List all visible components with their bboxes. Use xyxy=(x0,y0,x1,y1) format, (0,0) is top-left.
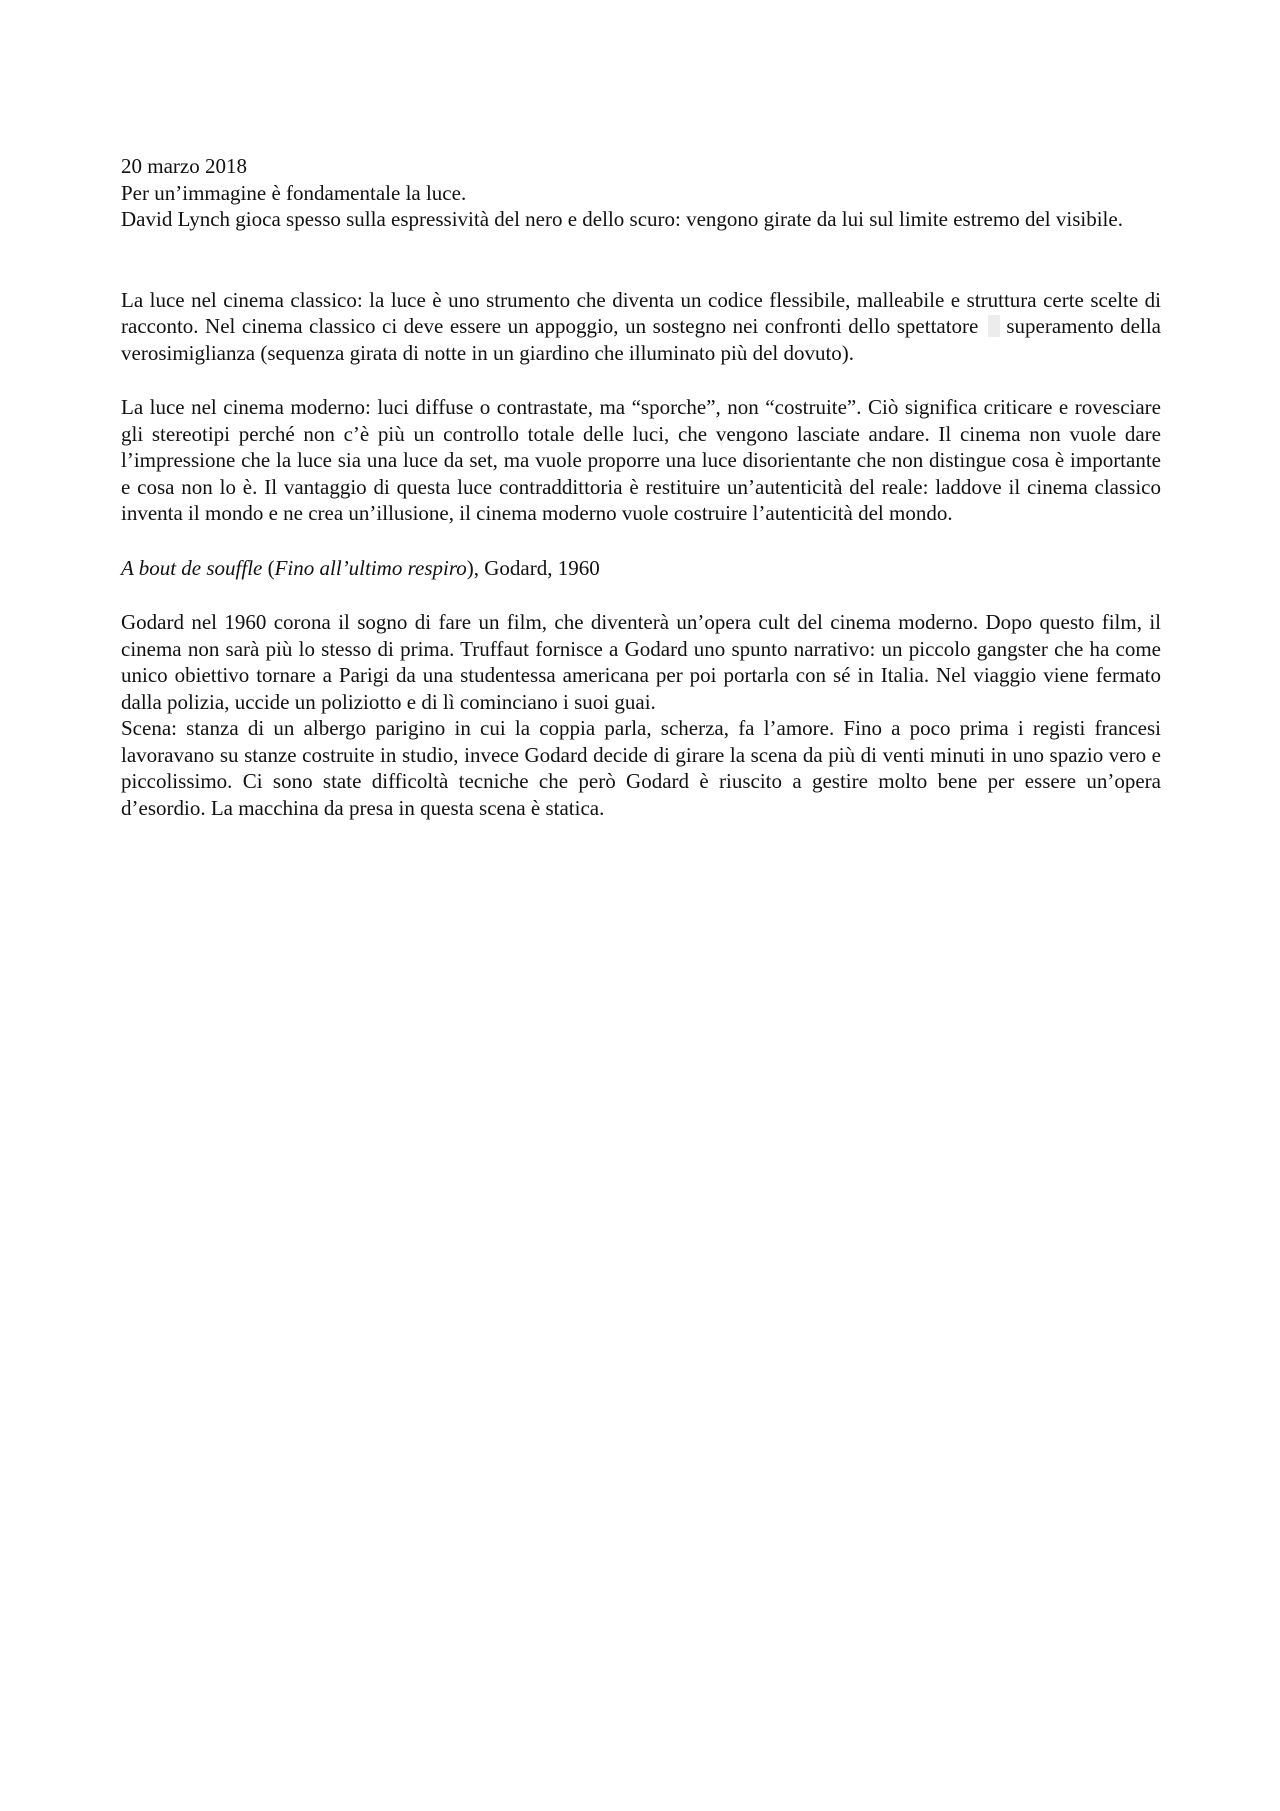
paragraph-godard-intro: Godard nel 1960 corona il sogno di fare un film, che diventerà un’opera cult del cinema moderno. Dopo questo film, il cinema non sarà più lo stesso di prima. Truffaut fornisce a Godard uno spunto narrativo: un piccolo gangster che ha come unico obiettivo tornare a Parigi da una studentessa americana per poi portarla con sé in Italia. Nel viaggio viene fermato dalla polizia, uccide un poliziotto e di lì cominciano i suoi guai. xyxy=(121,610,1161,714)
intro-line-light: Per un’immagine è fondamentale la luce. xyxy=(121,180,467,205)
film-heading xyxy=(121,555,1161,582)
classico-text-after: superamento della verosimiglianza (sequenza girata di notte in un giardino che illuminato più del dovuto). xyxy=(121,314,1161,365)
film-director-year: ), Godard, 1960 xyxy=(466,555,600,580)
date-line: 20 marzo 2018 xyxy=(121,154,247,178)
paragraph-godard-scene: Scena: stanza di un albergo parigino in cui la coppia parla, scherza, fa l’amore. Fino a poco prima i registi francesi lavoravano su stanze costruite in studio, invece Godard decide di girare la scena da più di venti minuti in uno spazio vero e piccolissimo. Ci sono state difficoltà tecniche che però Godard è riuscito a gestire molto bene per essere un’opera d’esordio. La macchina da presa in questa scena è statica. xyxy=(121,716,1161,820)
classico-text-before: La luce nel cinema classico: la luce è uno strumento che diventa un codice flessibile, malleabile e struttura certe scelte di racconto. Nel cinema classico ci deve essere un appoggio, un sostegno nei confronti dello spettatore xyxy=(121,287,1161,338)
film-italian-title: Fino all’ultimo respiro xyxy=(274,555,467,580)
paragraph-cinema-classico xyxy=(121,287,1161,367)
paragraph-cinema-moderno: La luce nel cinema moderno: luci diffuse o contrastate, ma “sporche”, non “costruite”. Ciò significa criticare e rovesciare gli stereotipi perché non c’è più un controllo totale delle luci, che vengono lasciate andare. Il cinema non vuole dare l’impressione che la luce sia una luce da set, ma vuole proporre una luce disorientante che non distingue cosa è importante e cosa non lo è. Il vantaggio di questa luce contraddittoria è restituire un’autenticità del reale: laddove il cinema classico inventa il mondo e ne crea un’illusione, il cinema moderno vuole costruire l’autenticità del mondo. xyxy=(121,395,1161,525)
intro-line-lynch: David Lynch gioca spesso sulla espressività del nero e dello scuro: vengono girate da lui sul limite estremo del visibile. xyxy=(121,207,1123,231)
film-title: A bout de souffle xyxy=(121,555,263,580)
film-open-paren: ( xyxy=(262,555,275,580)
arrow-placeholder-icon xyxy=(988,315,1000,337)
document-page xyxy=(121,153,1161,821)
spacer xyxy=(121,233,1161,287)
spacer xyxy=(121,366,1161,394)
spacer xyxy=(121,527,1161,555)
spacer xyxy=(121,581,1161,609)
